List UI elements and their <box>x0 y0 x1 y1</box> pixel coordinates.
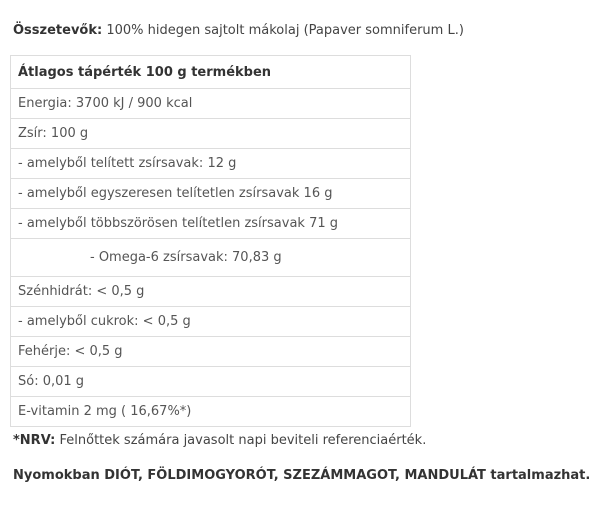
nrv-label: *NRV: <box>13 433 56 448</box>
nutrition-fat: Zsír: 100 g <box>11 119 411 149</box>
table-row <box>11 307 411 337</box>
nutrition-table <box>10 55 411 427</box>
table-row <box>11 149 411 179</box>
nutrition-vitamin-e: E-vitamin 2 mg ( 16,67%*) <box>11 397 411 427</box>
allergen-notice: Nyomokban DIÓT, FÖLDIMOGYORÓT, SZEZÁMMAGOT, MANDULÁT tartalmazhat. <box>13 468 590 483</box>
table-row <box>11 337 411 367</box>
table-row <box>11 239 411 277</box>
table-row <box>11 179 411 209</box>
ingredients-line <box>13 22 464 40</box>
ingredients-text: 100% hidegen sajtolt mákolaj (Papaver somniferum L.) <box>102 23 464 38</box>
nutrition-protein: Fehérje: < 0,5 g <box>11 337 411 367</box>
nrv-note <box>13 432 426 450</box>
nutrition-omega-6: - Omega-6 zsírsavak: 70,83 g <box>11 239 411 277</box>
nutrition-polyunsaturated-fat: - amelyből többszörösen telítetlen zsírsavak 71 g <box>11 209 411 239</box>
ingredients-label: Összetevők: <box>13 23 103 38</box>
nutrition-table-header-row <box>11 56 411 89</box>
table-row <box>11 119 411 149</box>
nutrition-carbohydrate: Szénhidrát: < 0,5 g <box>11 277 411 307</box>
nutrition-sugars: - amelyből cukrok: < 0,5 g <box>11 307 411 337</box>
table-row <box>11 89 411 119</box>
nutrition-salt: Só: 0,01 g <box>11 367 411 397</box>
nrv-text: Felnőttek számára javasolt napi beviteli referenciaérték. <box>55 433 427 448</box>
nutrition-energy: Energia: 3700 kJ / 900 kcal <box>11 89 411 119</box>
nutrition-table-header: Átlagos tápérték 100 g termékben <box>11 56 411 89</box>
nutrition-saturated-fat: - amelyből telített zsírsavak: 12 g <box>11 149 411 179</box>
nutrition-monounsaturated-fat: - amelyből egyszeresen telítetlen zsírsavak 16 g <box>11 179 411 209</box>
table-row <box>11 397 411 427</box>
table-row <box>11 209 411 239</box>
table-row <box>11 367 411 397</box>
table-row <box>11 277 411 307</box>
